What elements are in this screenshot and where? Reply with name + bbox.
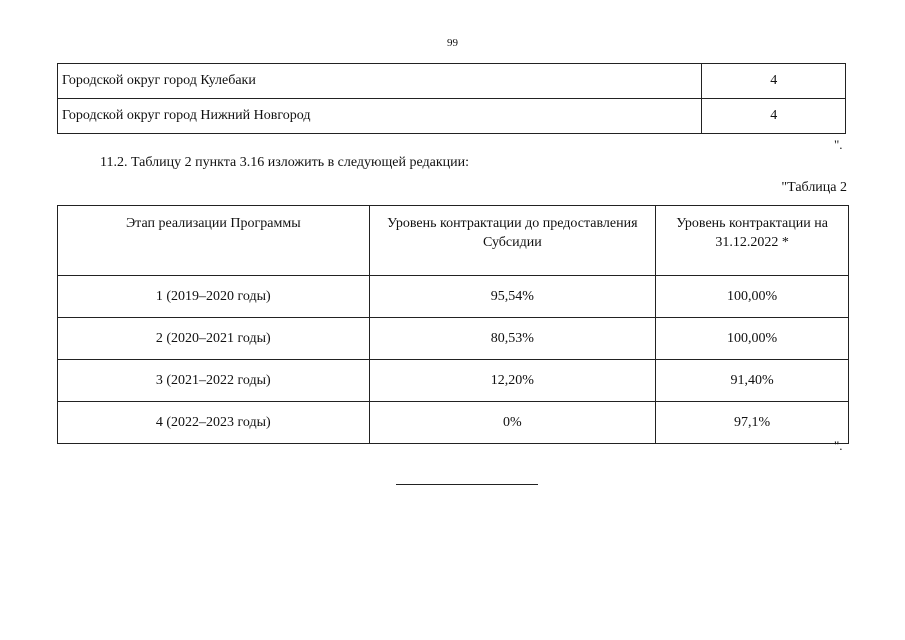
table-row [58,402,849,444]
header-level-before: Уровень контрактации до предоставления Субсидии [369,206,656,276]
contracting-level-table [57,205,849,444]
level-before-cell: 80,53% [369,318,656,360]
table-row [58,99,846,134]
stage-cell: 4 (2022–2023 годы) [58,402,370,444]
header-level-on-date: Уровень контрактации на 31.12.2022 * [656,206,849,276]
stage-cell: 3 (2021–2022 годы) [58,360,370,402]
amendment-instruction: 11.2. Таблицу 2 пункта 3.16 изложить в следующей редакции: [100,155,470,170]
municipality-name: Городской округ город Кулебаки [58,64,702,99]
level-before-cell: 12,20% [369,360,656,402]
stage-cell: 1 (2019–2020 годы) [58,276,370,318]
table-header-row [58,206,849,276]
level-on-date-cell: 97,1% [656,402,849,444]
municipality-table [57,63,846,134]
level-on-date-cell: 91,40% [656,360,849,402]
level-before-cell: 0% [369,402,656,444]
table2-caption: "Таблица 2 [781,180,847,195]
table-row [58,276,849,318]
table2-closing-quote: ". [834,438,843,453]
stage-cell: 2 (2020–2021 годы) [58,318,370,360]
municipality-value: 4 [702,64,846,99]
table1-closing-quote: ". [834,137,843,152]
end-divider [396,484,538,485]
municipality-name: Городской округ город Нижний Новгород [58,99,702,134]
table-row [58,318,849,360]
table-row [58,360,849,402]
municipality-value: 4 [702,99,846,134]
page-number: 99 [447,37,458,49]
level-on-date-cell: 100,00% [656,318,849,360]
level-before-cell: 95,54% [369,276,656,318]
header-stage: Этап реализации Программы [58,206,370,276]
level-on-date-cell: 100,00% [656,276,849,318]
table-row [58,64,846,99]
